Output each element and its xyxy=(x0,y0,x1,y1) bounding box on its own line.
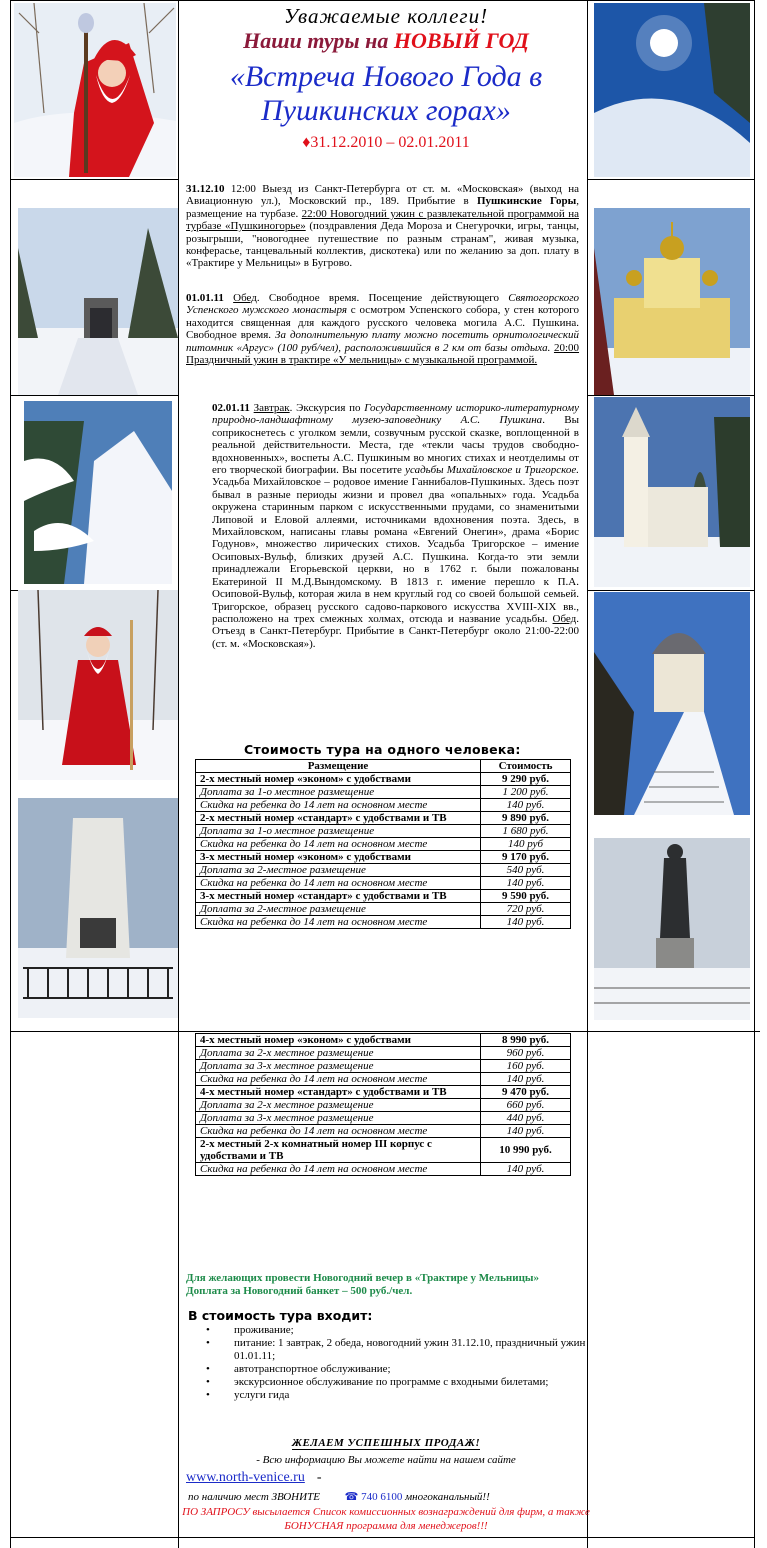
tour-title xyxy=(180,60,592,128)
column-header: Размещение xyxy=(196,760,481,773)
placement-cell: Скидка на ребенка до 14 лет на основном месте xyxy=(196,1125,481,1138)
grid-line xyxy=(10,0,755,1)
list-item: • проживание; xyxy=(200,1324,590,1337)
table-row xyxy=(196,877,571,890)
placement-cell: 2-х местный номер «эконом» с удобствами xyxy=(196,773,481,786)
program-text: Обед. Свободное время. Посещение действующего Святогорского Успенского мужского монастыря с осмотром Успенского собора, у стен которого находится священная для каждого русского человека могила А.С. Пушкина. Свободное время. За дополнительную плату можно посетить орнитологический питомник «Аргус» (100 руб/чел), расположившийся в 2 км от базы отдыха. 20:00 Праздничный ужин в трактире «У мельницы» с музыкальной программой. xyxy=(186,292,580,367)
grid-line xyxy=(10,1031,760,1032)
photo-ded-moroz xyxy=(18,590,178,780)
program-day-1 xyxy=(186,183,579,270)
banquet-line1: Для желающих провести Новогодний вечер в «Трактире у Мельницы» xyxy=(186,1272,540,1284)
photo-church-tower xyxy=(594,397,750,587)
table-row xyxy=(196,812,571,825)
banquet-note xyxy=(186,1272,539,1298)
grid-line xyxy=(10,395,179,396)
list-item: • экскурсионное обслуживание по программе с входными билетами; xyxy=(200,1376,590,1389)
price-cell: 9 890 руб. xyxy=(481,812,571,825)
photo-monastery xyxy=(594,208,750,395)
table-row xyxy=(196,1047,571,1060)
cost-heading: Стоимость тура на одного человека: xyxy=(244,742,521,757)
price-cell: 720 руб. xyxy=(481,903,571,916)
photo-winter-sun xyxy=(594,3,750,177)
list-item: • автотранспортное обслуживание; xyxy=(200,1363,590,1376)
site-row xyxy=(186,1470,322,1486)
placement-cell: Скидка на ребенка до 14 лет на основном месте xyxy=(196,1163,481,1176)
price-cell: 140 руб. xyxy=(481,1073,571,1086)
price-cell: 9 590 руб. xyxy=(481,890,571,903)
placement-cell: 3-х местный номер «стандарт» с удобствами и ТВ xyxy=(196,890,481,903)
tours-title xyxy=(180,28,592,54)
price-cell: 160 руб. xyxy=(481,1060,571,1073)
included-list xyxy=(200,1324,590,1402)
placement-cell: Доплата за 3-х местное размещение xyxy=(196,1112,481,1125)
placement-cell: Доплата за 1-о местное размещение xyxy=(196,825,481,838)
phone-icon: ☎ xyxy=(344,1491,359,1503)
grid-line xyxy=(587,395,755,396)
placement-cell: Доплата за 2-х местное размещение xyxy=(196,1047,481,1060)
program-day-2 xyxy=(186,292,579,366)
placement-cell: 2-х местный 2-х комнатный номер III корпус с удобствами и ТВ xyxy=(196,1138,481,1163)
list-item: • питание: 1 завтрак, 2 обеда, новогодний ужин 31.12.10, праздничный ужин 01.01.11; xyxy=(200,1337,590,1363)
greeting: Уважаемые коллеги! xyxy=(283,4,489,28)
table-row xyxy=(196,916,571,929)
site-link[interactable]: www.north-venice.ru xyxy=(186,1470,305,1485)
request-note: ПО ЗАПРОСУ высылается Список комиссионных вознаграждений для фирм, а также БОНУСНАЯ программа для менеджеров!!! xyxy=(182,1506,590,1532)
table-row xyxy=(196,1086,571,1099)
price-cell: 1 200 руб. xyxy=(481,786,571,799)
phone-number[interactable]: 740 6100 xyxy=(361,1491,403,1503)
grid-line xyxy=(10,0,11,1548)
table-row xyxy=(196,890,571,903)
grid-line xyxy=(10,179,179,180)
table-row xyxy=(196,1034,571,1047)
placement-cell: Скидка на ребенка до 14 лет на основном месте xyxy=(196,877,481,890)
tours-highlight: НОВЫЙ ГОД xyxy=(393,28,529,53)
grid-line xyxy=(587,179,755,180)
price-table-continued xyxy=(195,1033,571,1176)
photo-santa-claus xyxy=(14,3,176,177)
table-row xyxy=(196,838,571,851)
table-row xyxy=(196,851,571,864)
grid-line xyxy=(587,590,755,591)
tours-prefix: Наши туры на xyxy=(243,28,394,53)
program-date: 01.01.11 xyxy=(186,292,224,304)
table-row xyxy=(196,1073,571,1086)
price-cell: 140 руб xyxy=(481,838,571,851)
price-table xyxy=(195,759,571,929)
placement-cell: Скидка на ребенка до 14 лет на основном месте xyxy=(196,799,481,812)
info-text: - Всю информацию Вы можете найти на нашем сайте xyxy=(256,1454,516,1466)
price-cell: 9 170 руб. xyxy=(481,851,571,864)
price-cell: 140 руб. xyxy=(481,877,571,890)
photo-monument-grave xyxy=(18,798,178,1018)
call-line xyxy=(188,1490,490,1503)
price-cell: 660 руб. xyxy=(481,1099,571,1112)
placement-cell: Доплата за 2-местное размещение xyxy=(196,864,481,877)
photo-snow-trees xyxy=(24,401,172,584)
table-row xyxy=(196,773,571,786)
placement-cell: Доплата за 2-местное размещение xyxy=(196,903,481,916)
table-row xyxy=(196,1099,571,1112)
table-row xyxy=(196,1060,571,1073)
tour-title-line1: «Встреча Нового Года в xyxy=(229,60,543,93)
grid-line xyxy=(754,0,755,1548)
photo-pushkin-statue xyxy=(594,838,750,1020)
call-prefix: по наличию мест ЗВОНИТЕ xyxy=(188,1491,320,1503)
table-row xyxy=(196,1125,571,1138)
grid-line xyxy=(10,1537,755,1538)
table-row xyxy=(196,1163,571,1176)
program-text: Завтрак. Экскурсия по Государственному историко-литературному природно-ландшафтному музею-заповеднику А.С. Пушкина. Вы соприкоснетесь с уголком земли, созвучным русской сказке, воплощенной в реальной действительности. Места, где «текли часы трудов свободно-вдохновенных», воспеты А.С. Пушкиным во многих стихах и неотделимы от его творческой биографии. Вы посетите усадьбы Михайловское и Тригорское. Усадьба Михайловское – родовое имение Ганнибалов-Пушкиных. Здесь поэт бывал в разные периоды жизни и провел два «опальных» года. Усадьба окружена старинным парком с искусственными прудами, со знаменитыми Липовой и Еловой аллеями, источниками вдохновения поэта. Здесь, в Михайловском, написаны главы романа «Евгений Онегин», драма «Борис Годунов», множество лирических стихов. Усадьба Тригорское – имение Осиповых-Вульф, близких друзей А.С. Пушкина. Когда-то эти земли принадлежали Егорьевской церкви, но в 1762 г. были пожалованы Екатериной II М.Д.Вындомскому. В 1813 г. имение перешло к П.А. Осиповой-Вульф, которая жила в нем круглый год со своей большой семьей. Тригорское, образец русского садово-паркового искусства XVIII-XIX вв., расположено на трех смежных холмах, отсюда и название усадьбы. Обед. Отъезд в Санкт-Петербург. Прибытие в Санкт-Петербург около 21:00-22:00 (ст. м. «Московская»). xyxy=(212,402,579,650)
table-row xyxy=(196,799,571,812)
site-dash: - xyxy=(316,1470,322,1485)
price-cell: 8 990 руб. xyxy=(481,1034,571,1047)
placement-cell: Скидка на ребенка до 14 лет на основном месте xyxy=(196,838,481,851)
table-row xyxy=(196,903,571,916)
program-day-3 xyxy=(212,402,579,650)
placement-cell: 3-х местный номер «эконом» с удобствами xyxy=(196,851,481,864)
price-cell: 140 руб. xyxy=(481,799,571,812)
placement-cell: Доплата за 1-о местное размещение xyxy=(196,786,481,799)
banquet-line2: Доплата за Новогодний банкет – 500 руб./чел. xyxy=(186,1285,413,1297)
table-header-row xyxy=(196,760,571,773)
placement-cell: Скидка на ребенка до 14 лет на основном месте xyxy=(196,1073,481,1086)
table-row xyxy=(196,825,571,838)
program-date: 31.12.10 xyxy=(186,183,225,195)
placement-cell: Доплата за 3-х местное размещение xyxy=(196,1060,481,1073)
grid-line xyxy=(587,0,588,1548)
price-cell: 1 680 руб. xyxy=(481,825,571,838)
wish-label: ЖЕЛАЕМ УСПЕШНЫХ ПРОДАЖ! xyxy=(291,1437,481,1449)
placement-cell: Доплата за 2-х местное размещение xyxy=(196,1099,481,1112)
placement-cell: Скидка на ребенка до 14 лет на основном месте xyxy=(196,916,481,929)
price-cell: 960 руб. xyxy=(481,1047,571,1060)
table-row xyxy=(196,1138,571,1163)
placement-cell: 2-х местный номер «стандарт» с удобствами и ТВ xyxy=(196,812,481,825)
price-cell: 440 руб. xyxy=(481,1112,571,1125)
photo-stairs-church xyxy=(594,592,750,815)
price-cell: 140 руб. xyxy=(481,1163,571,1176)
placement-cell: 4-х местный номер «эконом» с удобствами xyxy=(196,1034,481,1047)
included-heading: В стоимость тура входит: xyxy=(188,1308,373,1323)
placement-cell: 4-х местный номер «стандарт» с удобствами и ТВ xyxy=(196,1086,481,1099)
tour-title-line2: Пушкинских горах» xyxy=(261,94,511,127)
program-text: 12:00 Выезд из Санкт-Петербурга от ст. м. «Московская» (выход на Авиационную ул.), Московский пр., 189. Прибытие в Пушкинские Горы, размещение на турбазе. 22:00 Новогодний ужин с развлекательной программой на турбазе «Пушкиногорье» (поздравления Деда Мороза и Снегурочки, игры, танцы, розыгрыши, "новогоднее путешествие по разным странам", живая музыка, конферасье, танцевальный коллектив, дискотека) или по желанию за доп. плату в «Трактире у Мельницы» в Бугрово. xyxy=(186,183,579,270)
price-cell: 140 руб. xyxy=(481,1125,571,1138)
price-cell: 9 290 руб. xyxy=(481,773,571,786)
photo-snowy-gate xyxy=(18,208,178,395)
program-date: 02.01.11 xyxy=(212,402,250,414)
wish-text xyxy=(180,1437,592,1449)
list-item: • услуги гида xyxy=(200,1389,590,1402)
price-cell: 9 470 руб. xyxy=(481,1086,571,1099)
table-row xyxy=(196,786,571,799)
call-suffix: многоканальный!! xyxy=(405,1491,490,1503)
grid-line xyxy=(178,0,179,1548)
price-cell: 140 руб. xyxy=(481,916,571,929)
column-header: Стоимость xyxy=(481,760,571,773)
table-row xyxy=(196,1112,571,1125)
table-row xyxy=(196,864,571,877)
price-cell: 540 руб. xyxy=(481,864,571,877)
tour-dates: ♦31.12.2010 – 02.01.2011 xyxy=(302,134,470,151)
price-cell: 10 990 руб. xyxy=(481,1138,571,1163)
